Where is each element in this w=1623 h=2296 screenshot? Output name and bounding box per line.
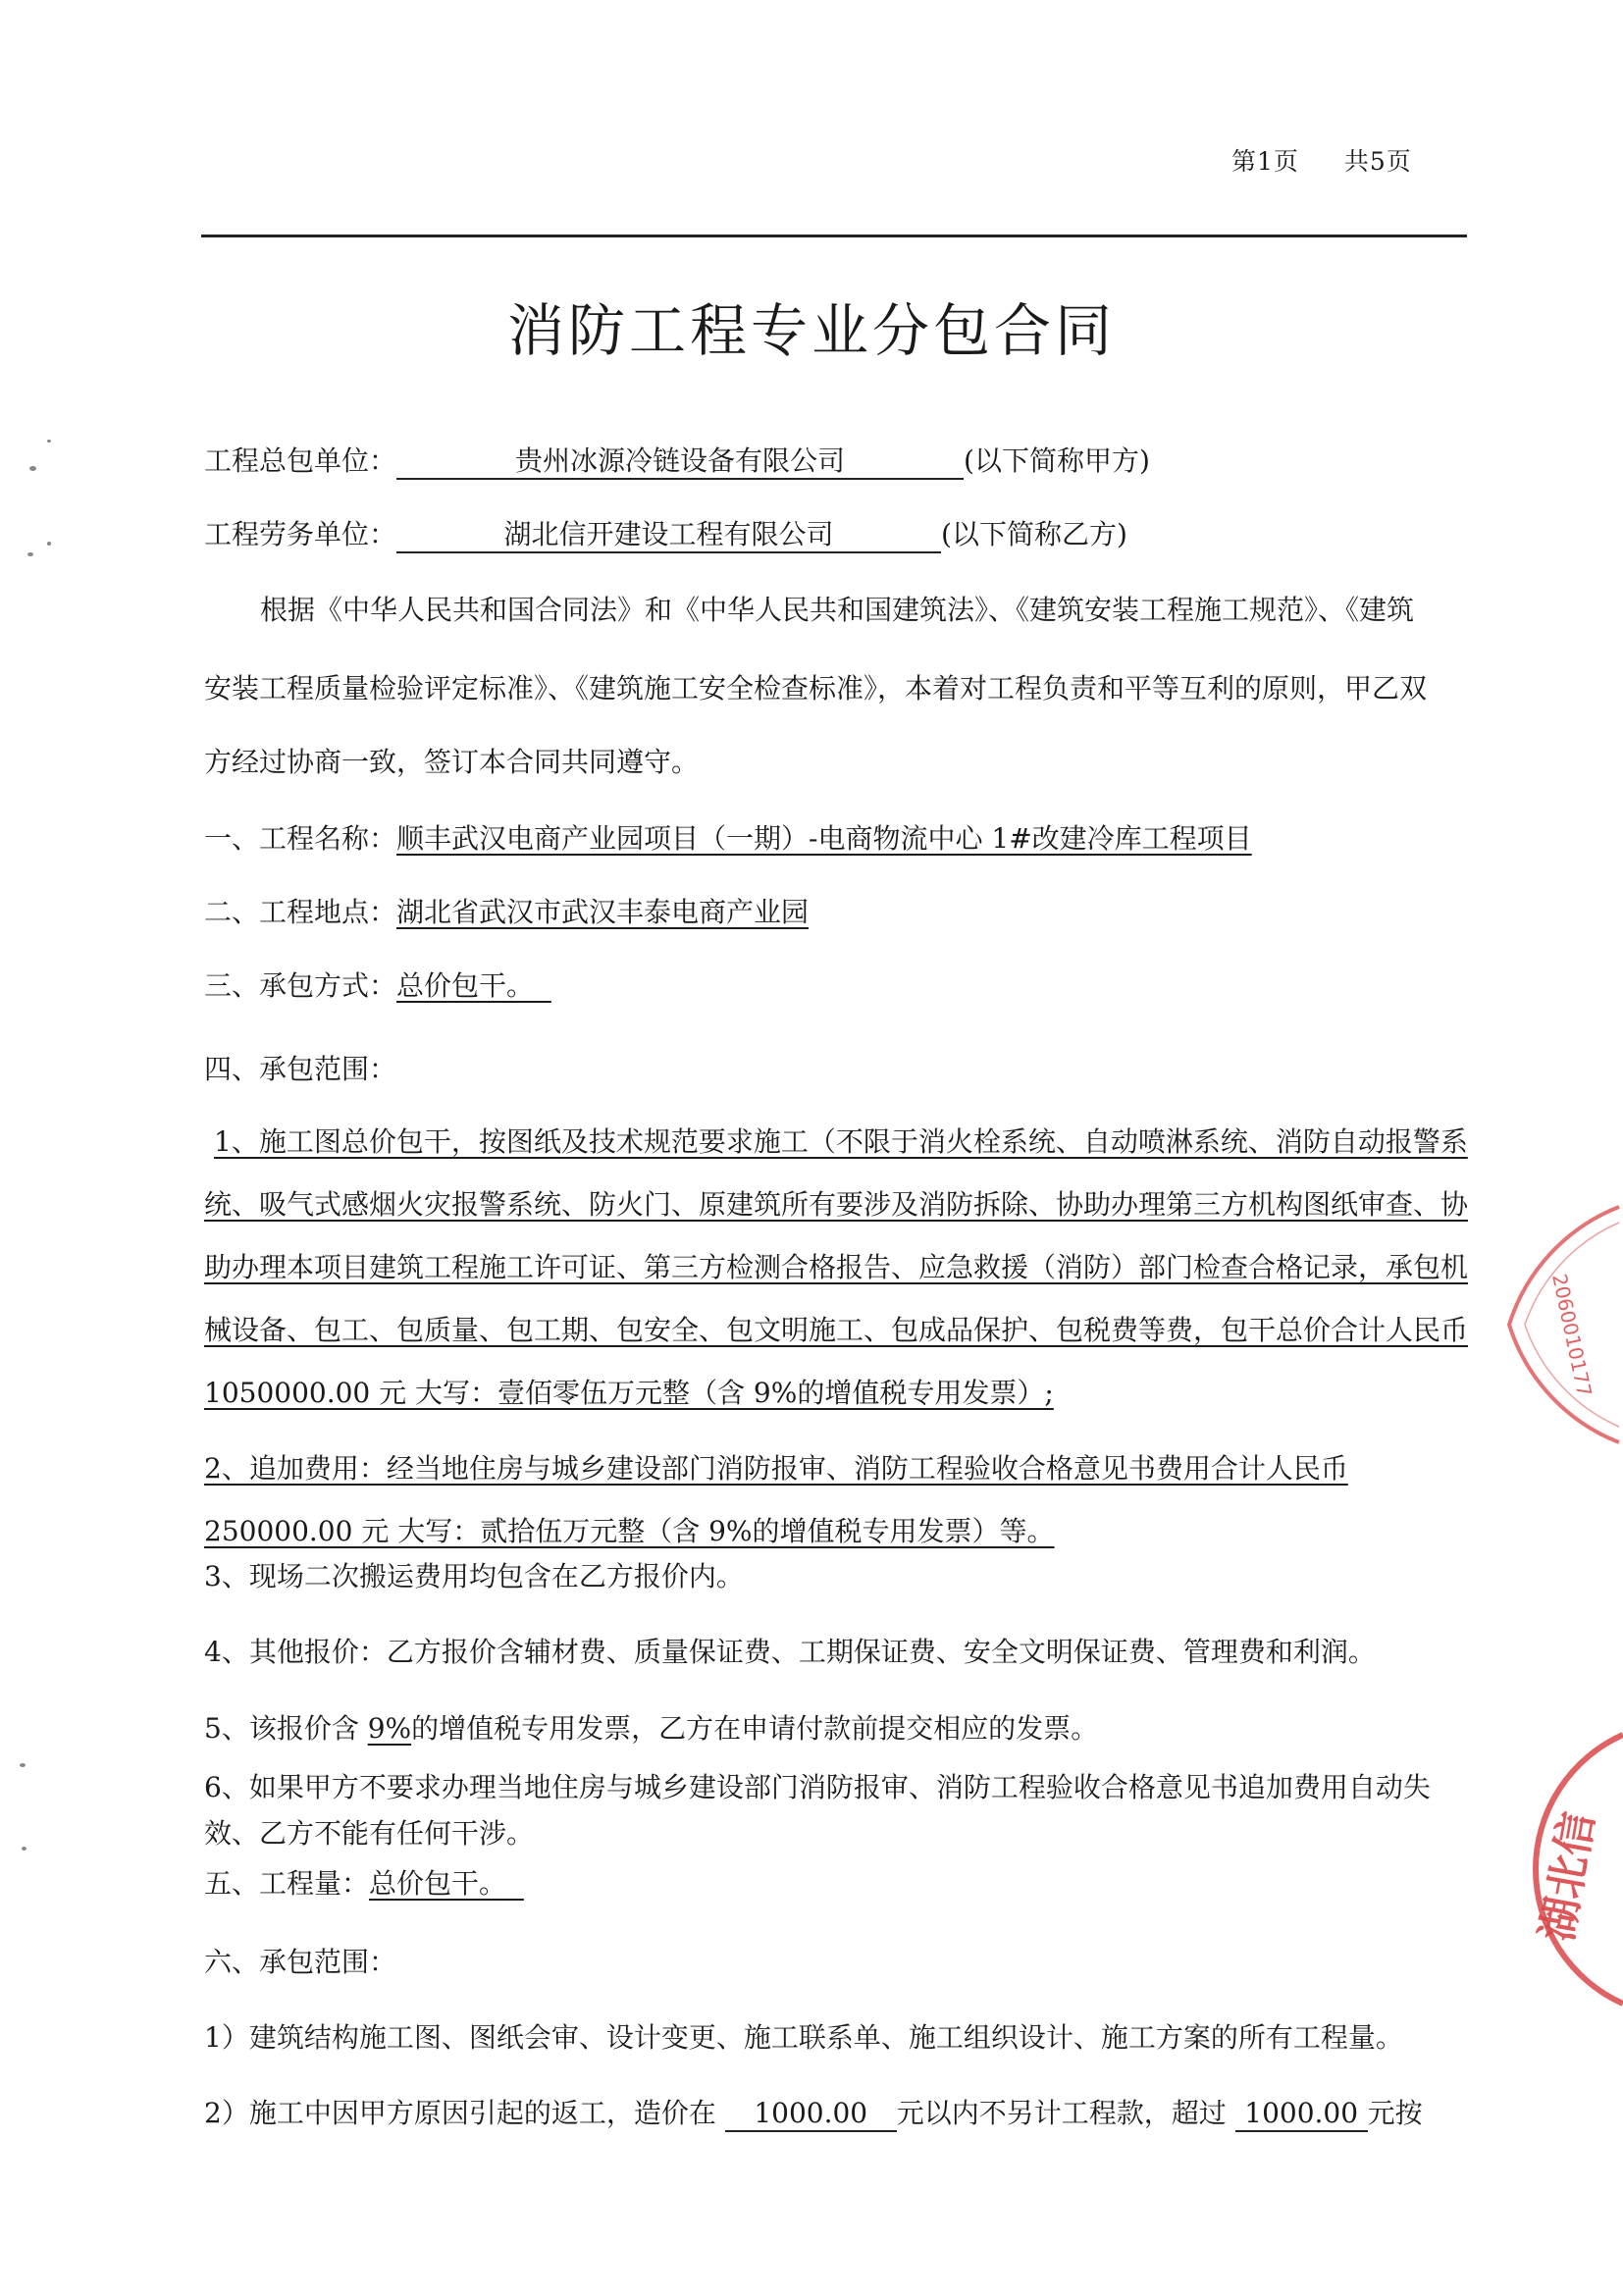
scope-item-5-text-end: 的增值税专用发票，乙方在申请付款前提交相应的发票。: [411, 1712, 1099, 1745]
contractor-suffix: (以下简称甲方): [964, 444, 1150, 477]
scope-item-2: 2、追加费用：经当地住房与城乡建设部门消防报审、消防工程验收合格意见书费用合计人民币 250000.00 元 大写：贰拾伍万元整（含 9%的增值税专用发票）等。: [204, 1452, 1348, 1547]
section-label: 三、承包方式：: [204, 969, 397, 1002]
scope-item-4: 4、其他报价：乙方报价含辅材费、质量保证费、工期保证费、安全文明保证费、管理费和利润。: [204, 1636, 1376, 1668]
scope-item-5-text: 5、该报价含: [204, 1712, 368, 1745]
scope-item-5-rate: 9%: [367, 1712, 412, 1745]
scope-item-5: [204, 1707, 1098, 1747]
page-number: [1231, 142, 1412, 178]
section-project-name: [204, 817, 1252, 857]
scan-speck: [27, 552, 33, 556]
section-label: 一、工程名称：: [204, 822, 397, 855]
labor-label: 工程劳务单位：: [204, 518, 397, 550]
contractor-line: [204, 440, 1150, 480]
project-name: 顺丰武汉电商产业园项目（一期）-电商物流中心 1#改建冷库工程项目: [396, 822, 1252, 855]
section-label: 二、工程地点：: [204, 896, 397, 928]
section-scope-2-heading: 六、承包范围：: [204, 1946, 397, 1978]
preamble-line-2: 安装工程质量检验评定标准》、《建筑施工安全检查标准》，本着对工程负责和平等互利的原则，甲乙双: [204, 672, 1428, 704]
scope2-item-2: [204, 2092, 1423, 2132]
scan-speck: [20, 1763, 26, 1767]
project-location: 湖北省武汉市武汉丰泰电商产业园: [396, 896, 810, 928]
svg-text:2060010177: 2060010177: [1547, 1272, 1597, 1399]
page-current: 第1页: [1231, 147, 1299, 176]
scope2-item-2-text: 2）施工中因甲方原因引起的返工，造价在: [204, 2097, 716, 2129]
labor-name: 湖北信开建设工程有限公司: [396, 518, 941, 553]
rework-threshold-2: 1000.00: [1235, 2097, 1368, 2132]
section-scope-heading: 四、承包范围：: [204, 1053, 397, 1085]
company-seal-upper-stamp: [1501, 1197, 1623, 1452]
header-rule: [201, 235, 1467, 237]
preamble-line-3: 方经过协商一致，签订本合同共同遵守。: [204, 746, 700, 778]
section-project-location: [204, 891, 809, 930]
contract-mode: 总价包干。: [396, 969, 535, 1002]
scan-speck: [47, 542, 51, 546]
labor-line: [204, 513, 1127, 553]
scope2-item-2-text-end: 元按: [1367, 2097, 1423, 2129]
scope-item-3: 3、现场二次搬运费用均包含在乙方报价内。: [204, 1560, 744, 1592]
scan-speck: [29, 466, 36, 471]
scan-speck: [22, 1847, 26, 1851]
svg-text:湖北信: 湖北信: [1532, 1808, 1604, 1945]
section-label: 五、工程量：: [204, 1867, 370, 1900]
scope-item-6: 6、如果甲方不要求办理当地住房与城乡建设部门消防报审、消防工程验收合格意见书追加费用自动失效、乙方不能有任何干涉。: [204, 1771, 1431, 1850]
contractor-name: 贵州冰源冷链设备有限公司: [396, 444, 964, 480]
rework-threshold-1: 1000.00: [725, 2097, 897, 2132]
scope-item-1: 1、施工图总价包干，按图纸及技术规范要求施工（不限于消火栓系统、自动喷淋系统、消防自动报警系统、吸气式感烟火灾报警系统、防火门、原建筑所有要涉及消防拆除、协助办理第三方机构图纸审查、协助办理本项目建筑工程施工许可证、第三方检测合格报告、应急救援（消防）部门检查合格记录，承包机械设备、包工、包质量、包工期、包安全、包文明施工、包成品保护、包税费等费，包干总价合计人民币 1050000.00 元 大写：壹佰零伍万元整（含 9%的增值税专用发票）;: [204, 1125, 1469, 1409]
labor-suffix: (以下简称乙方): [941, 518, 1127, 550]
scope2-item-2-text-mid: 元以内不另计工程款，超过: [896, 2097, 1227, 2129]
quantity-value: 总价包干。: [369, 1867, 507, 1900]
scope2-item-1: 1）建筑结构施工图、图纸会审、设计变更、施工联系单、施工组织设计、施工方案的所有工程量。: [204, 2021, 1403, 2054]
document-title: 消防工程专业分包合同: [506, 297, 1116, 364]
section-contract-mode: [204, 965, 551, 1004]
page-total: 共5页: [1343, 147, 1412, 176]
section-quantity: [204, 1862, 524, 1902]
company-seal-lower-stamp: [1526, 1727, 1623, 2011]
scan-speck: [47, 440, 51, 443]
contractor-label: 工程总包单位：: [204, 444, 397, 477]
preamble-line-1: 根据《中华人民共和国合同法》和《中华人民共和国建筑法》、《建筑安装工程施工规范》、《建筑: [260, 594, 1415, 626]
